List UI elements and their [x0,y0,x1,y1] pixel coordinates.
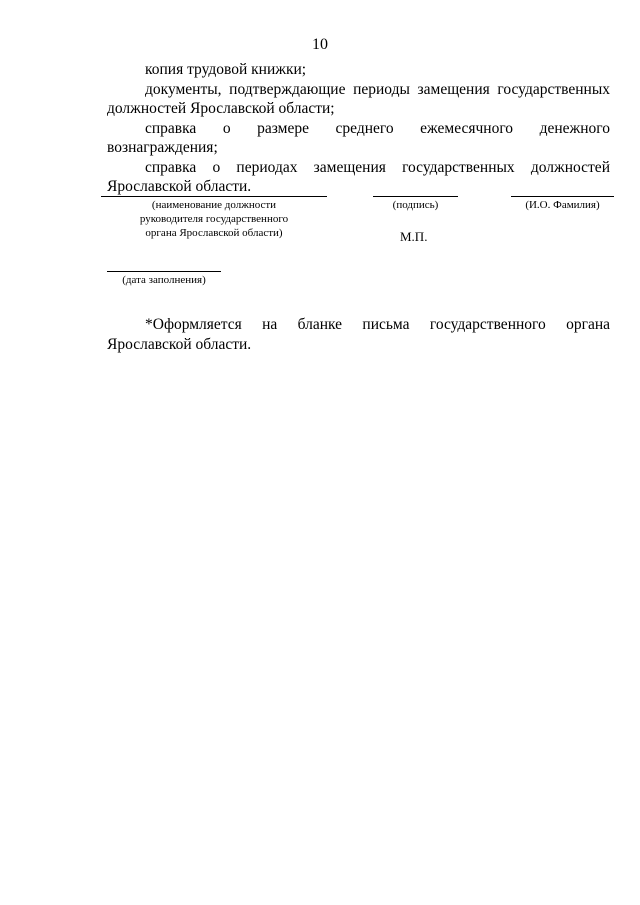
page-number: 10 [312,36,328,53]
paragraph-work-book: копия трудовой книжки; [145,61,307,78]
position-caption-line-1: (наименование должности [151,199,277,211]
footnote [107,315,610,354]
footnote-text: *Оформляется на бланке письма государственного органа Ярославской области. [107,316,610,353]
paragraph-salary-certificate: справка о размере среднего ежемесячного денежного вознаграждения; [107,119,610,156]
position-signature-line [101,196,327,197]
paragraph-periods-certificate: справка о периодах замещения государственных должностей Ярославской области. [107,158,610,195]
date-line [107,271,221,272]
paragraph-documents: документы, подтверждающие периоды замещения государственных должностей Ярославской области; [107,80,610,117]
date-caption: (дата заполнения) [122,274,206,286]
signature-line [373,196,458,197]
name-caption: (И.О. Фамилия) [525,199,600,211]
name-line [511,196,614,197]
position-caption-line-3: органа Ярославской области) [145,227,283,239]
stamp-label: М.П. [400,229,428,244]
signature-caption: (подпись) [392,199,439,211]
position-caption-line-2: руководителя государственного [139,213,289,225]
document-body [107,60,610,197]
position-caption [101,198,327,240]
